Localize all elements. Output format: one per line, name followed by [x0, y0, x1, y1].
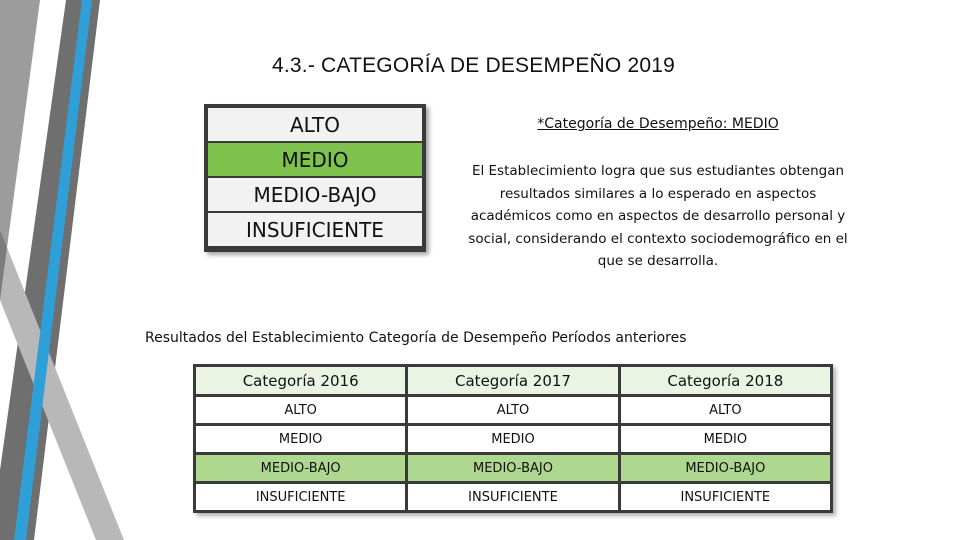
table-cell: ALTO [196, 397, 405, 423]
table-row [196, 397, 830, 423]
table-row [196, 426, 830, 452]
current-category-label: *Categoría de Desempeño: MEDIO [537, 116, 779, 132]
table-cell: MEDIO [408, 426, 617, 452]
table-cell: MEDIO-BAJO [621, 455, 830, 481]
table-row [196, 484, 830, 510]
category-insuficiente: INSUFICIENTE [208, 213, 422, 246]
history-table [193, 364, 833, 513]
table-row [196, 455, 830, 481]
decorative-left-bars [0, 0, 130, 540]
table-cell: INSUFICIENTE [621, 484, 830, 510]
category-legend [204, 104, 426, 252]
table-cell: ALTO [621, 397, 830, 423]
table-cell: MEDIO [196, 426, 405, 452]
column-header: Categoría 2016 [196, 367, 405, 394]
category-alto: ALTO [208, 108, 422, 141]
category-description: El Establecimiento logra que sus estudiantes obtengan resultados similares a lo esperado en aspectos académicos como en aspectos de desarrollo personal y social, considerando el contexto sociodemográfico en el que se desarrolla. [468, 163, 848, 269]
table-cell: INSUFICIENTE [196, 484, 405, 510]
table-cell: MEDIO-BAJO [196, 455, 405, 481]
history-header-row [196, 367, 830, 394]
category-medio-bajo: MEDIO-BAJO [208, 178, 422, 211]
table-cell: ALTO [408, 397, 617, 423]
category-medio: MEDIO [208, 143, 422, 176]
column-header: Categoría 2018 [621, 367, 830, 394]
history-heading: Resultados del Establecimiento Categoría de Desempeño Períodos anteriores [145, 330, 687, 346]
page-title: 4.3.- CATEGORÍA DE DESEMPEÑO 2019 [272, 54, 676, 77]
table-cell: MEDIO-BAJO [408, 455, 617, 481]
table-cell: INSUFICIENTE [408, 484, 617, 510]
column-header: Categoría 2017 [408, 367, 617, 394]
table-cell: MEDIO [621, 426, 830, 452]
